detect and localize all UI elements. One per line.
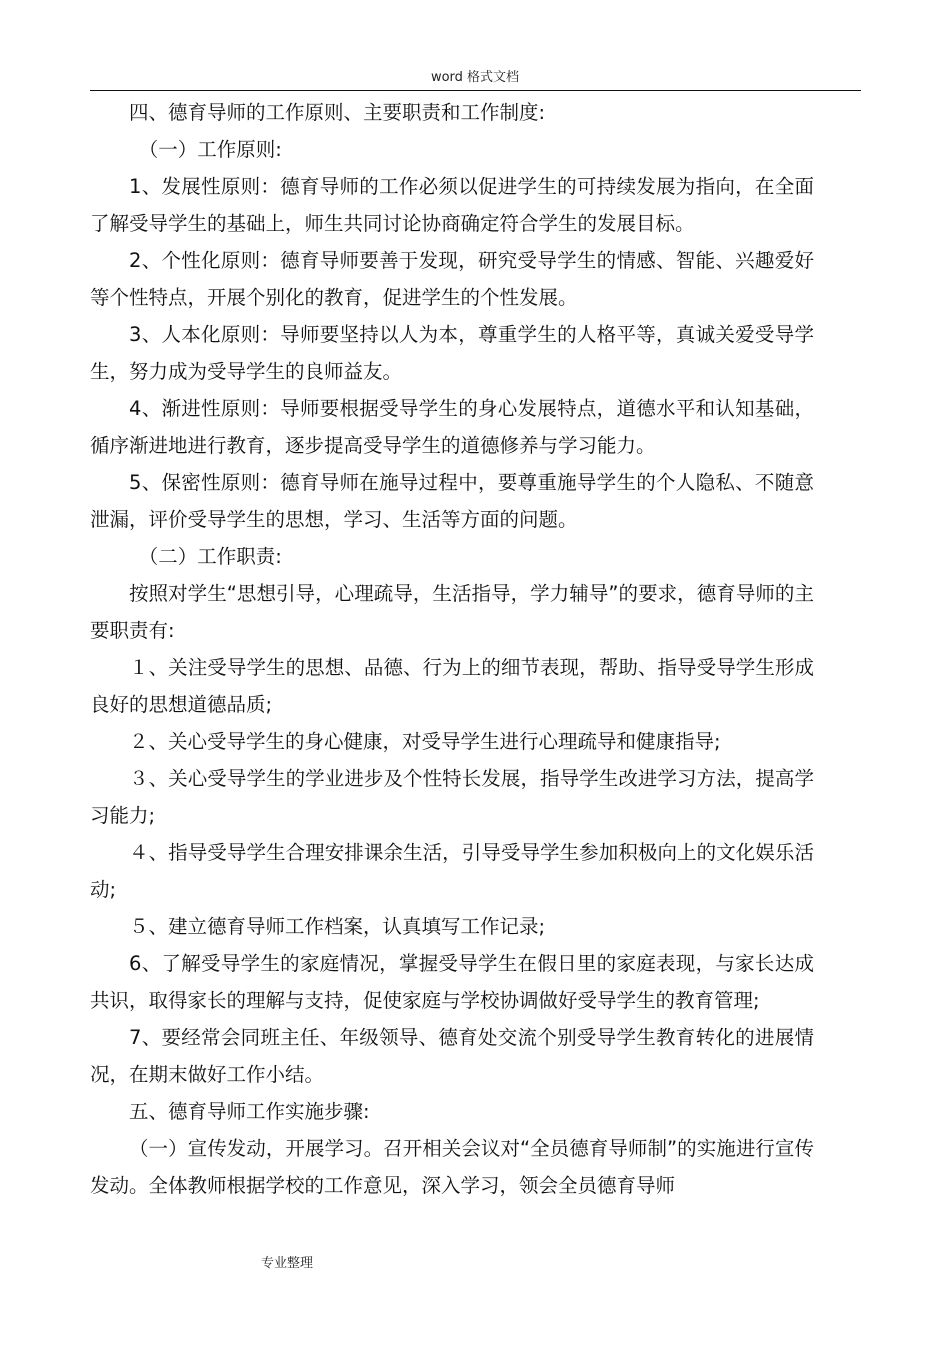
duty-item-6: 6、了解受导学生的家庭情况，掌握受导学生在假日里的家庭表现，与家长达成共识，取得家长的理解与支持，促使家庭与学校协调做好受导学生的教育管理; [90, 952, 814, 1012]
page-footer-label: 专业整理 [261, 1256, 314, 1271]
duty-item-5: ５、建立德育导师工作档案，认真填写工作记录; [129, 915, 546, 938]
section-heading-5: 五、德育导师工作实施步骤: [129, 1100, 370, 1123]
duty-item-3: ３、关心受导学生的学业进步及个性特长发展，指导学生改进学习方法，提高学习能力; [90, 767, 814, 827]
duty-item-2: ２、关心受导学生的身心健康，对受导学生进行心理疏导和健康指导; [129, 730, 721, 753]
principle-humanization: 3、人本化原则：导师要坚持以人为本，尊重学生的人格平等，真诚关爱受导学生，努力成为受导学生的良师益友。 [90, 323, 814, 383]
principle-individualization: 2、个性化原则：德育导师要善于发现，研究受导学生的情感、智能、兴趣爱好等个性特点，开展个别化的教育，促进学生的个性发展。 [90, 249, 814, 309]
principle-development: 1、发展性原则：德育导师的工作必须以促进学生的可持续发展为指向，在全面了解受导学生的基础上，师生共同讨论协商确定符合学生的发展目标。 [90, 175, 814, 235]
step-1-paragraph: （一）宣传发动，开展学习。召开相关会议对“全员德育导师制”的实施进行宣传发动。全体教师根据学校的工作意见，深入学习，领会全员德育导师 [90, 1137, 814, 1197]
section-heading-4: 四、德育导师的工作原则、主要职责和工作制度: [129, 101, 546, 124]
subheading-work-duties: （二）工作职责: [138, 545, 282, 568]
duty-item-7: 7、要经常会同班主任、年级领导、德育处交流个别受导学生教育转化的进展情况，在期末做好工作小结。 [90, 1026, 814, 1086]
header-divider [90, 90, 861, 91]
duties-intro: 按照对学生“思想引导，心理疏导，生活指导，学力辅导”的要求，德育导师的主要职责有: [90, 582, 814, 642]
duty-item-1: １、关注受导学生的思想、品德、行为上的细节表现，帮助、指导受导学生形成良好的思想道德品质; [90, 656, 814, 716]
principle-gradual: 4、渐进性原则：导师要根据受导学生的身心发展特点，道德水平和认知基础，循序渐进地进行教育，逐步提高受导学生的道德修养与学习能力。 [90, 397, 814, 457]
page-header-label: word 格式文档 [430, 70, 520, 85]
document-body [90, 94, 814, 1204]
subheading-work-principles: （一）工作原则: [138, 138, 282, 161]
principle-confidentiality: 5、保密性原则：德育导师在施导过程中，要尊重施导学生的个人隐私、不随意泄漏，评价受导学生的思想，学习、生活等方面的问题。 [90, 471, 814, 531]
duty-item-4: ４、指导受导学生合理安排课余生活，引导受导学生参加积极向上的文化娱乐活动; [90, 841, 814, 901]
